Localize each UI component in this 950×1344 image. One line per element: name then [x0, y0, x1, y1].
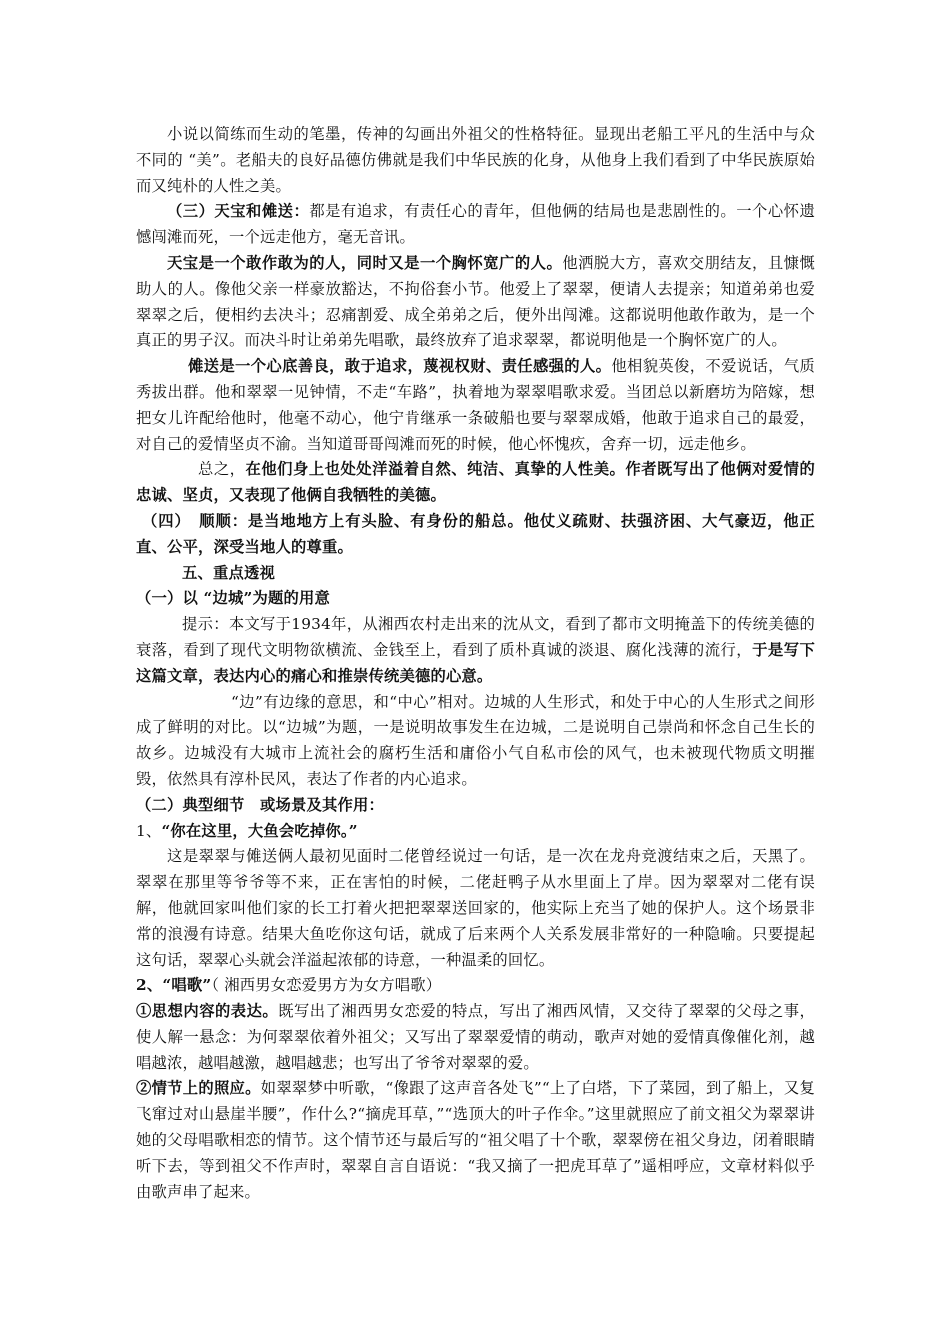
- thought-content-heading: ①思想内容的表达。: [136, 1002, 279, 1021]
- plot-echo-heading: ②情节上的照应。: [136, 1079, 261, 1098]
- paragraph-grandfather-summary: 小说以简练而生动的笔墨，传神的勾画出外祖父的性格特征。显现出老船工平凡的生活中与众不同的 “美”。老船夫的良好品德仿佛就是我们中华民族的化身，从他身上我们看到了中华民族原始而又纯朴的人性之美。: [136, 125, 815, 195]
- section-three-intro: [136, 199, 815, 251]
- summary-bold: 在他们身上也处处洋溢着自然、纯洁、真挚的人性美。作者既写出了他俩对爱情的忠诚、坚贞，又表现了他俩自我牺牲的美德。: [136, 460, 816, 505]
- paragraph-big-fish: 这是翠翠与傩送俩人最初见面时二佬曾经说过一句话，是一次在龙舟竞渡结束之后，天黑了。翠翠在那里等爷爷等不来，正在害怕的时候，二佬赶鸭子从水里面上了岸。因为翠翠对二佬有误解，他就回家叫他们家的长工打着火把把翠翠送回家的，他实际上充当了她的保护人。这个场景非常的浪漫有诗意。结果大鱼吃你这句话，就成了后来两个人关系发展非常好的一种隐喻。只要提起这句话，翠翠心头就会洋溢起浓郁的诗意，一种温柔的回忆。: [136, 847, 815, 969]
- paragraph-shunshun: （四） 顺顺：是当地地方上有头脸、有身份的船总。他仗义疏财、扶强济困、大气豪迈，他正直、公平，深受当地人的尊重。: [136, 511, 815, 556]
- thought-content-text: 既写出了湘西男女恋爱的特点，写出了湘西风情，又交待了翠翠的父母之事，使人解一悬念：为何翠翠依着外祖父；又写出了翠翠爱情的萌动，歌声对她的爱情真像催化剂，越唱越浓，越唱越激，越唱越悲；也写出了爷爷对翠翠的爱。: [136, 1002, 815, 1072]
- paragraph-tianbao: [136, 251, 815, 354]
- nuosong-text: 他相貌英俊，不爱说话，气质秀拔出群。他和翠翠一见钟情，不走“车路”，执着地为翠翠唱歌求爱。当团总以新磨坊为陪嫁，想把女儿许配给他时，他毫不动心，他宁肯继承一条破船也要与翠翠成婚，他敢于追求自己的最爱，对自己的爱情坚贞不渝。当知道哥哥闯滩而死的时候，他心怀愧疚，舍弃一切，远走他乡。: [136, 357, 815, 453]
- item-one-heading: [136, 819, 815, 845]
- heading-section-five: 五、重点透视: [182, 563, 275, 582]
- heading-border-town-title: （一）以 “边城”为题的用意: [136, 589, 330, 608]
- tianbao-text: 他洒脱大方，喜欢交朋结友，且慷慨助人的人。像他父亲一样豪放豁达，不拘俗套小节。他爱上了翠翠，便请人去提亲；知道弟弟也爱翠翠之后，便相约去决斗；忍痛割爱、成全弟弟之后，便外出闯滩。这都说明他敢作敢为，是一个真正的男子汉。而决斗时让弟弟先唱歌，最终放弃了追求翠翠，都说明他是一个胸怀宽广的人。: [136, 253, 815, 350]
- nuosong-thesis: 傩送是一个心底善良，敢于追求，蔑视权财、责任感强的人。: [188, 357, 612, 376]
- paragraph-plot-echo: [136, 1076, 815, 1205]
- tianbao-thesis: 天宝是一个敢作敢为的人，同时又是一个胸怀宽广的人。: [167, 253, 563, 272]
- hint-bold: 于是写下这篇文章，表达内心的痛心和推崇传统美德的心意。: [136, 640, 815, 685]
- item-two-note: （ 湘西男女恋爱男方为女方唱歌）: [211, 976, 442, 995]
- paragraph-summary: [136, 457, 815, 509]
- heading-typical-details: （二）典型细节 或场景及其作用：: [136, 795, 384, 814]
- paragraph-hint: [136, 612, 815, 689]
- plot-echo-text: 如翠翠梦中听歌，“像跟了这声音各处飞”“上了白塔，下了菜园，到了船上，又复飞窜过对山悬崖半腰”，作什么?“摘虎耳草，”“选顶大的叶子作伞。”这里就照应了前文祖父为翠翠讲她的父母唱歌相恋的情节。这个情节还与最后写的“祖父唱了十个歌，翠翠傍在祖父身边，闭着眼睛听下去，等到祖父不作声时，翠翠自言自语说：“我又摘了一把虎耳草了”遥相呼应，文章材料似乎由歌声串了起来。: [136, 1079, 815, 1201]
- item-two-title: 2、“唱歌”: [136, 976, 212, 995]
- paragraph-thought-content: [136, 999, 815, 1076]
- document-page: [136, 122, 815, 1205]
- section-three-text: 都是有追求，有责任心的青年，但他俩的结局也是悲剧性的。一个心怀遗憾闯滩而死，一个远走他方，毫无音讯。: [136, 202, 815, 247]
- item-two-heading: [136, 973, 815, 999]
- section-three-heading: （三）天宝和傩送：: [167, 202, 310, 221]
- summary-lead: 总之，: [198, 460, 246, 479]
- hint-text: 提示：本文写于1934年，从湘西农村走出来的沈从文，看到了都市文明掩盖下的传统美德的衰落，看到了现代文明物欲横流、金钱至上，看到了质朴真诚的淡退、腐化浅薄的流行，: [136, 615, 815, 659]
- item-one-number: 1、: [136, 821, 162, 840]
- item-one-title: “你在这里，大鱼会吃掉你。”: [161, 821, 358, 840]
- paragraph-nuosong: [136, 354, 815, 457]
- paragraph-border-meaning: “边”有边缘的意思，和“中心”相对。边城的人生形式，和处于中心的人生形式之间形成了鲜明的对比。以“边城”为题，一是说明故事发生在边城，二是说明自己崇尚和怀念自己生长的故乡。边城没有大城市上流社会的腐朽生活和庸俗小气自私市侩的风气，也未被现代物质文明摧毁，依然具有淳朴民风，表达了作者的内心追求。: [136, 692, 815, 788]
